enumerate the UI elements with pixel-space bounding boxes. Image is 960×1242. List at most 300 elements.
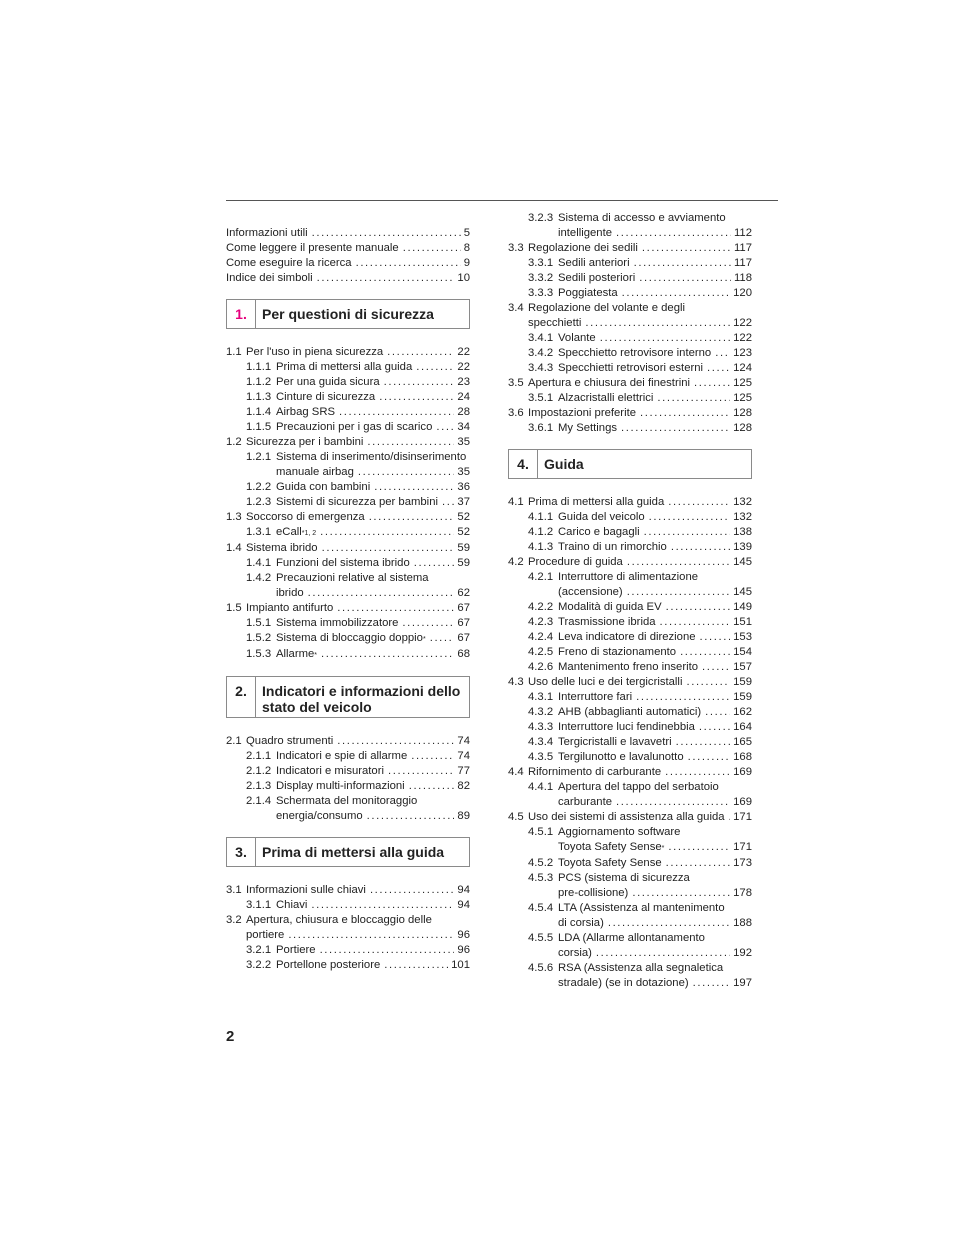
entry-title: Interruttore di alimentazione: [558, 571, 699, 583]
toc-entry[interactable]: [508, 346, 752, 361]
leader-dots: [671, 540, 730, 555]
entry-page: 171: [733, 811, 752, 823]
entry-number: 1.5.3: [246, 648, 272, 660]
leader-dots: [374, 480, 454, 495]
entry-title: Funzioni del sistema ibrido: [276, 557, 410, 569]
leader-dots: [379, 390, 454, 405]
leader-dots: [657, 391, 730, 406]
entry-number: 3.2: [226, 914, 242, 926]
entry-number: 4.2.6: [528, 661, 554, 673]
entry-title: Precauzioni relative al sistema: [276, 572, 429, 584]
entry-page: 112: [733, 227, 752, 239]
entry-page: 117: [733, 242, 752, 254]
entry-title: My Settings: [558, 422, 618, 434]
leader-dots: [622, 286, 730, 301]
section-header-3: [226, 837, 470, 867]
section-title: [256, 677, 460, 717]
toc-entry[interactable]: [226, 405, 470, 420]
toc-entry[interactable]: [508, 331, 752, 346]
toc-entry[interactable]: [508, 765, 752, 780]
toc-entry[interactable]: [508, 660, 752, 675]
section-title-text: [544, 456, 584, 472]
entry-number: 3.6: [508, 407, 524, 419]
entry-title-continued: portiere: [246, 929, 285, 941]
entry-title: Tergilunotto e lavalunotto: [558, 751, 684, 763]
leader-dots: [321, 647, 454, 662]
toc-entry[interactable]: [226, 510, 470, 525]
entry-number: 4.3: [508, 676, 524, 688]
entry-page: 168: [733, 751, 752, 763]
entry-title: Sistema immobilizzatore: [276, 617, 399, 629]
entry-title: Apertura, chiusura e bloccaggio delle: [246, 914, 432, 926]
leader-dots: [702, 660, 730, 675]
toc-entry[interactable]: [226, 631, 470, 647]
entry-title: Informazioni sulle chiavi: [246, 884, 366, 896]
entry-number: 1.4.1: [246, 557, 272, 569]
toc-entry[interactable]: [226, 480, 470, 495]
entry-title: Prima di mettersi alla guida: [276, 361, 413, 373]
section-number: 1.: [227, 300, 256, 328]
entry-page: 59: [457, 542, 470, 554]
entry-number: 1.2.2: [246, 481, 272, 493]
leader-dots: [369, 510, 455, 525]
entry-title: Allarme: [276, 648, 315, 660]
entry-number: 3.5: [508, 377, 524, 389]
entry-page: 96: [457, 944, 470, 956]
entry-number: 1.3: [226, 511, 242, 523]
entry-number: 4.3.4: [528, 736, 554, 748]
toc-entry[interactable]: [508, 241, 752, 256]
entry-number: 1.5: [226, 602, 242, 614]
entry-title: AHB (abbaglianti automatici): [558, 706, 702, 718]
entry-title-continued: intelligente: [558, 227, 613, 239]
entry-page: 154: [733, 646, 752, 658]
toc-entry[interactable]: [508, 376, 752, 391]
toc-entry[interactable]: [508, 495, 752, 510]
entry-title: Tergicristalli e lavavetri: [558, 736, 672, 748]
entry-page: 145: [733, 586, 752, 598]
toc-entry[interactable]: [508, 871, 752, 901]
entry-page: 24: [457, 391, 470, 403]
entry-title: Traino di un rimorchio: [558, 541, 667, 553]
entry-page: 139: [733, 541, 752, 553]
entry-title: Chiavi: [276, 899, 308, 911]
entry-title: Sistemi di sicurezza per bambini: [276, 496, 438, 508]
entry-title: Sedili posteriori: [558, 272, 636, 284]
leader-dots: [337, 734, 454, 749]
entry-title: Prima di mettersi alla guida: [528, 496, 665, 508]
entry-page: 192: [733, 947, 752, 959]
entry-page: 165: [733, 736, 752, 748]
leader-dots: [312, 226, 461, 241]
entry-number: 4.2: [508, 556, 524, 568]
toc-entry[interactable]: [508, 555, 752, 570]
toc-entry[interactable]: [226, 345, 470, 360]
entry-title-continued: corsia): [558, 947, 592, 959]
toc-entry[interactable]: [508, 615, 752, 630]
entry-page: 67: [457, 617, 470, 629]
toc-left-column: [226, 226, 470, 973]
entry-title: Apertura e chiusura dei finestrini: [528, 377, 691, 389]
entry-title: Sistema di inserimento/disinserimento: [276, 451, 467, 463]
toc-entry[interactable]: [226, 541, 470, 556]
toc-entry[interactable]: [508, 256, 752, 271]
leader-dots: [411, 749, 454, 764]
entry-number: 1.1.1: [246, 361, 272, 373]
entry-number: 4.4.1: [528, 781, 554, 793]
entry-number: 3.1.1: [246, 899, 272, 911]
leader-dots: [666, 856, 731, 871]
entry-title: RSA (Assistenza alla segnaletica: [558, 962, 724, 974]
entry-number: 1.4: [226, 542, 242, 554]
toc-entry[interactable]: [508, 780, 752, 810]
leader-dots: [436, 420, 454, 435]
toc-entry[interactable]: [226, 495, 470, 510]
leader-dots: [666, 600, 731, 615]
entry-number: 4.3.1: [528, 691, 554, 703]
entry-number: 4.5.2: [528, 857, 554, 869]
entry-number: 3.5.1: [528, 392, 554, 404]
entry-page: 162: [733, 706, 752, 718]
toc-entry[interactable]: [508, 301, 752, 331]
entry-number: 4.1: [508, 496, 524, 508]
toc-entry[interactable]: [226, 898, 470, 913]
toc-entry[interactable]: [508, 735, 752, 750]
entry-page: 122: [733, 317, 752, 329]
leader-dots: [636, 690, 730, 705]
toc-entry[interactable]: [226, 556, 470, 571]
leader-dots: [627, 585, 730, 600]
entry-page: 122: [733, 332, 752, 344]
section-title-text: [262, 306, 434, 322]
toc-entry[interactable]: [226, 420, 470, 435]
entry-title: Interruttore fari: [558, 691, 633, 703]
leader-dots: [680, 645, 730, 660]
leader-dots: [668, 840, 730, 855]
entry-page: 37: [457, 496, 470, 508]
entry-title: Leva indicatore di direzione: [558, 631, 696, 643]
section-title: [256, 300, 434, 328]
toc-entry[interactable]: [226, 435, 470, 450]
toc-entry[interactable]: [226, 913, 470, 943]
entry-number: 3.1: [226, 884, 242, 896]
entry-number: 3.3.3: [528, 287, 554, 299]
leader-dots: [707, 361, 730, 376]
entry-page: 171: [733, 841, 752, 853]
leader-dots: [339, 405, 454, 420]
toc-entry[interactable]: [226, 256, 470, 271]
entry-number: 3.4.1: [528, 332, 554, 344]
entry-number: 1.4.2: [246, 572, 272, 584]
leader-dots: [688, 750, 731, 765]
entry-page: 124: [733, 362, 752, 374]
entry-page: 173: [733, 857, 752, 869]
entry-number: 3.4: [508, 302, 524, 314]
entry-title: Aggiornamento software: [558, 826, 681, 838]
entry-number: 3.2.1: [246, 944, 272, 956]
entry-number: 1.2.3: [246, 496, 272, 508]
leader-dots: [403, 241, 461, 256]
toc-entry[interactable]: [508, 961, 752, 991]
toc-entry[interactable]: [508, 600, 752, 615]
entry-page: 169: [733, 766, 752, 778]
entry-title: LDA (Allarme allontanamento: [558, 932, 705, 944]
entry-number: 2.1.3: [246, 780, 272, 792]
toc-entry[interactable]: [508, 690, 752, 705]
leader-dots: [639, 271, 731, 286]
entry-title-continued: energia/consumo: [276, 810, 363, 822]
leader-dots: [370, 883, 454, 898]
leader-dots: [668, 495, 730, 510]
entry-page: 138: [733, 526, 752, 538]
leader-dots: [676, 735, 731, 750]
toc-entry[interactable]: [226, 958, 470, 973]
entry-page: 125: [733, 392, 752, 404]
toc-entry[interactable]: [508, 271, 752, 286]
leader-dots: [621, 421, 730, 436]
section-title-line: stato del veicolo: [262, 699, 372, 715]
section-title-line: Guida: [544, 456, 584, 472]
leader-dots: [642, 241, 731, 256]
entry-page: 52: [457, 511, 470, 523]
entry-page: 36: [457, 481, 470, 493]
entry-page: 94: [457, 884, 470, 896]
leader-dots: [596, 946, 730, 961]
section-number: 4.: [509, 450, 538, 478]
toc-entry[interactable]: [226, 375, 470, 390]
leader-dots: [608, 916, 730, 931]
entry-title: Sedili anteriori: [558, 257, 630, 269]
toc-entry[interactable]: [508, 406, 752, 421]
toc-entry[interactable]: [508, 540, 752, 555]
toc-entry[interactable]: [508, 705, 752, 720]
leader-dots: [320, 943, 455, 958]
leader-dots: [322, 541, 455, 556]
toc-entry[interactable]: [508, 421, 752, 436]
entry-number: 3.4.2: [528, 347, 554, 359]
entry-title: Trasmissione ibrida: [558, 616, 656, 628]
entry-title: Freno di stazionamento: [558, 646, 677, 658]
entry-page: 77: [457, 765, 470, 777]
toc-entry[interactable]: [226, 450, 470, 480]
entry-number: 3.3.2: [528, 272, 554, 284]
entry-page: 188: [733, 917, 752, 929]
toc-entry[interactable]: [226, 360, 470, 375]
entry-number: 2.1: [226, 735, 242, 747]
entry-page: 164: [733, 721, 752, 733]
entry-page: 96: [457, 929, 470, 941]
superscript-note: *: [422, 636, 426, 643]
toc-entry[interactable]: [226, 571, 470, 601]
entry-title: Come eseguire la ricerca: [226, 257, 352, 269]
toc-entry[interactable]: [508, 645, 752, 660]
entry-number: 1.1: [226, 346, 242, 358]
entry-title: Regolazione dei sedili: [528, 242, 638, 254]
leader-dots: [585, 316, 730, 331]
leader-dots: [308, 586, 455, 601]
entry-number: 1.5.1: [246, 617, 272, 629]
entry-title: Poggiatesta: [558, 287, 618, 299]
toc-entry[interactable]: [508, 570, 752, 600]
leader-dots: [442, 495, 454, 510]
leader-dots: [387, 345, 454, 360]
toc-entry[interactable]: [508, 856, 752, 871]
entry-page: 10: [457, 272, 470, 284]
leader-dots: [311, 898, 454, 913]
leader-dots: [616, 226, 731, 241]
leader-dots: [288, 928, 454, 943]
toc-entry[interactable]: [226, 883, 470, 898]
toc-entry[interactable]: [508, 510, 752, 525]
leader-dots: [694, 376, 730, 391]
toc-entry[interactable]: [508, 525, 752, 540]
section-title: [538, 450, 584, 478]
entry-number: 4.3.5: [528, 751, 554, 763]
toc-entry[interactable]: [508, 750, 752, 765]
toc-entry[interactable]: [226, 647, 470, 663]
entry-number: 4.2.2: [528, 601, 554, 613]
toc-entry[interactable]: [508, 391, 752, 406]
toc-entry[interactable]: [508, 810, 752, 825]
toc-entry[interactable]: [226, 271, 470, 286]
section-title-line: Indicatori e informazioni dello: [262, 683, 461, 699]
toc-entry[interactable]: [226, 241, 470, 256]
entry-title: Come leggere il presente manuale: [226, 242, 399, 254]
leader-dots: [686, 675, 730, 690]
entry-page: 67: [457, 632, 470, 644]
entry-title: Carico e bagagli: [558, 526, 640, 538]
leader-dots: [715, 346, 730, 361]
leader-dots: [700, 630, 731, 645]
section-title-text: [262, 844, 444, 860]
entry-page: 153: [733, 631, 752, 643]
entry-page: 159: [733, 676, 752, 688]
entry-title: Portiere: [276, 944, 316, 956]
toc-entry[interactable]: [226, 616, 470, 631]
entry-number: 4.3.2: [528, 706, 554, 718]
entry-number: 1.3.1: [246, 526, 272, 538]
entry-page: 123: [733, 347, 752, 359]
entry-title: Sistema di accesso e avviamento: [558, 212, 726, 224]
entry-page: 178: [733, 887, 752, 899]
toc-entry[interactable]: [226, 226, 470, 241]
entry-page: 128: [733, 407, 752, 419]
toc-entry[interactable]: [508, 630, 752, 645]
toc-entry[interactable]: [226, 734, 470, 749]
entry-title: Display multi-informazioni: [276, 780, 405, 792]
entry-page: 89: [457, 810, 470, 822]
entry-title: Specchietti retrovisori esterni: [558, 362, 704, 374]
entry-title: Regolazione del volante e degli: [528, 302, 686, 314]
entry-number: 1.2: [226, 436, 242, 448]
toc-entry[interactable]: [226, 525, 470, 541]
toc-entry[interactable]: [226, 749, 470, 764]
entry-number: 4.2.3: [528, 616, 554, 628]
entry-number: 3.3.1: [528, 257, 554, 269]
entry-title-continued: ibrido: [276, 587, 304, 599]
leader-dots: [356, 256, 461, 271]
entry-page: 9: [463, 257, 470, 269]
entry-title: eCall: [276, 526, 302, 538]
leader-dots: [660, 615, 731, 630]
entry-page: 159: [733, 691, 752, 703]
entry-page: 34: [457, 421, 470, 433]
toc-entry[interactable]: [226, 943, 470, 958]
toc-entry[interactable]: [508, 901, 752, 931]
top-rule: [226, 200, 778, 201]
entry-title: Rifornimento di carburante: [528, 766, 662, 778]
toc-entry[interactable]: [508, 675, 752, 690]
entry-number: 4.1.1: [528, 511, 554, 523]
entry-title: PCS (sistema di sicurezza: [558, 872, 690, 884]
entry-page: 169: [733, 796, 752, 808]
toc-entry[interactable]: [226, 764, 470, 779]
entry-title: Apertura del tappo del serbatoio: [558, 781, 719, 793]
toc-entry[interactable]: [508, 825, 752, 856]
toc-entry[interactable]: [226, 779, 470, 794]
entry-title: Sistema ibrido: [246, 542, 318, 554]
entry-number: 1.1.4: [246, 406, 272, 418]
toc-entry[interactable]: [508, 720, 752, 735]
section-header-1: [226, 299, 470, 329]
entry-number: 4.2.5: [528, 646, 554, 658]
toc-entry[interactable]: [226, 390, 470, 405]
entry-title: Uso dei sistemi di assistenza alla guida: [528, 811, 725, 823]
leader-dots: [402, 616, 454, 631]
entry-page: 28: [457, 406, 470, 418]
toc-entry[interactable]: [226, 601, 470, 616]
entry-number: 4.5.6: [528, 962, 554, 974]
entry-title: Interruttore luci fendinebbia: [558, 721, 695, 733]
entry-title: Guida del veicolo: [558, 511, 645, 523]
entry-number: 3.2.3: [528, 212, 554, 224]
leader-dots: [649, 510, 730, 525]
leader-dots: [384, 958, 448, 973]
entry-number: 4.1.2: [528, 526, 554, 538]
entry-title: Precauzioni per i gas di scarico: [276, 421, 433, 433]
entry-page: 82: [457, 780, 470, 792]
entry-title: Mantenimento freno inserito: [558, 661, 699, 673]
entry-page: 22: [457, 361, 470, 373]
entry-page: 197: [733, 977, 752, 989]
entry-page: 52: [457, 526, 470, 538]
entry-title-continued: (accensione): [558, 586, 623, 598]
entry-page: 22: [457, 346, 470, 358]
leader-dots: [640, 406, 730, 421]
entry-title: Schermata del monitoraggio: [276, 795, 418, 807]
entry-number: 4.5.4: [528, 902, 554, 914]
leader-dots: [634, 256, 731, 271]
entry-title: Impostazioni preferite: [528, 407, 636, 419]
leader-dots: [627, 555, 730, 570]
entry-page: 59: [457, 557, 470, 569]
leader-dots: [388, 764, 454, 779]
entry-title: Airbag SRS: [276, 406, 336, 418]
leader-dots: [384, 375, 455, 390]
toc-entry[interactable]: [508, 361, 752, 376]
entry-title: Portellone posteriore: [276, 959, 381, 971]
entry-page: 68: [457, 648, 470, 660]
toc-entry[interactable]: [508, 931, 752, 961]
entry-number: 2.1.2: [246, 765, 272, 777]
entry-title: Soccorso di emergenza: [246, 511, 365, 523]
toc-entry[interactable]: [226, 794, 470, 824]
toc-entry[interactable]: [508, 286, 752, 301]
leader-dots: [693, 976, 731, 991]
toc-entry[interactable]: [508, 211, 752, 241]
superscript-note: *: [314, 652, 318, 659]
entry-page: 101: [451, 959, 470, 971]
